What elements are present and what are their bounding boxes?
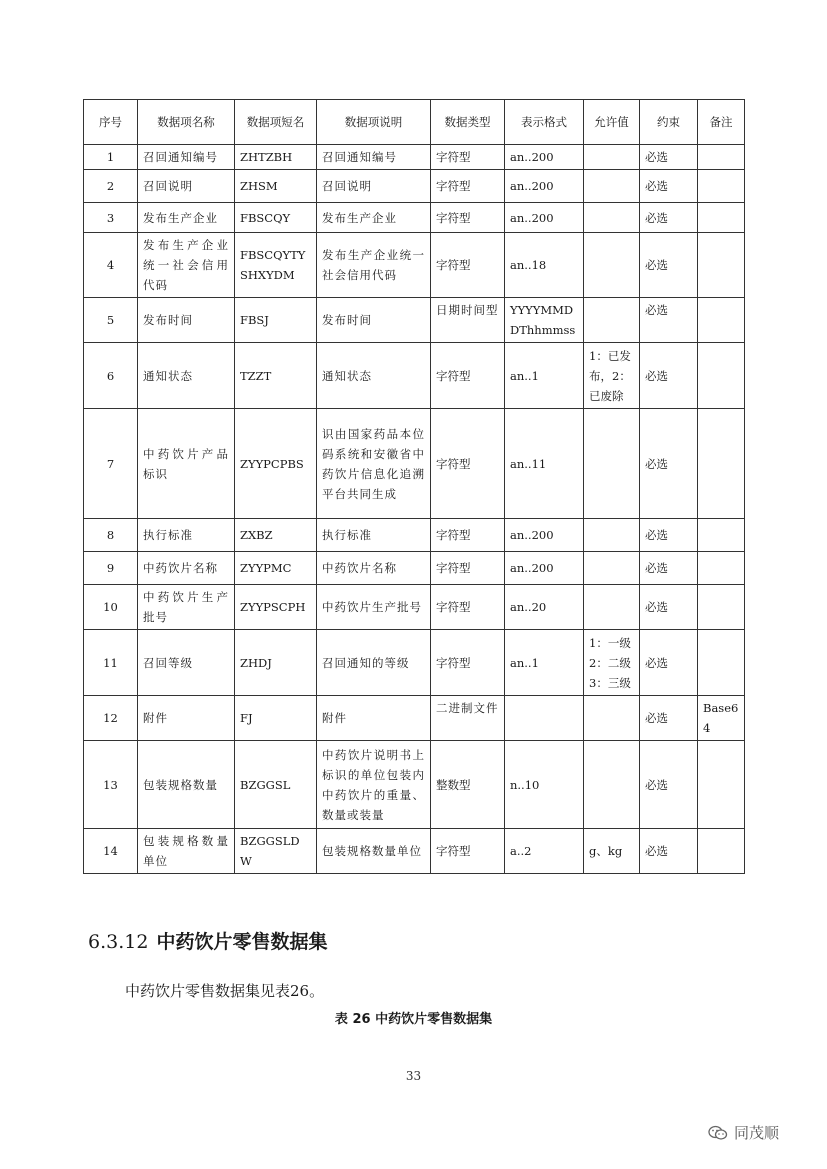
table-row bbox=[84, 552, 745, 585]
cell-data-type: 二进制文件 bbox=[431, 696, 505, 741]
body-paragraph: 中药饮片零售数据集见表26。 bbox=[125, 982, 325, 1000]
header-data-type: 数据类型 bbox=[431, 100, 505, 145]
cell-constraint: 必选 bbox=[640, 170, 698, 203]
cell-seq: 6 bbox=[84, 343, 138, 409]
cell-description: 发布生产企业 bbox=[317, 203, 431, 233]
cell-format: n..10 bbox=[505, 741, 584, 829]
cell-data-type: 字符型 bbox=[431, 343, 505, 409]
cell-constraint: 必选 bbox=[640, 203, 698, 233]
cell-remarks bbox=[698, 585, 745, 630]
cell-short-name: ZYYPMC bbox=[235, 552, 317, 585]
table-row bbox=[84, 145, 745, 170]
cell-item-name: 召回等级 bbox=[138, 630, 235, 696]
cell-short-name: BZGGSLDW bbox=[235, 829, 317, 874]
cell-format: an..11 bbox=[505, 409, 584, 519]
cell-short-name: FBSCQY bbox=[235, 203, 317, 233]
table-caption: 表 26 中药饮片零售数据集 bbox=[334, 1012, 493, 1027]
cell-format: an..200 bbox=[505, 552, 584, 585]
cell-format: an..200 bbox=[505, 170, 584, 203]
cell-seq: 1 bbox=[84, 145, 138, 170]
table-row bbox=[84, 630, 745, 696]
cell-data-type: 字符型 bbox=[431, 585, 505, 630]
cell-seq: 4 bbox=[84, 233, 138, 298]
cell-allowed-values bbox=[584, 519, 640, 552]
cell-allowed-values bbox=[584, 741, 640, 829]
cell-data-type: 字符型 bbox=[431, 145, 505, 170]
cell-data-type: 字符型 bbox=[431, 519, 505, 552]
cell-item-name: 中药饮片名称 bbox=[138, 552, 235, 585]
cell-constraint: 必选 bbox=[640, 519, 698, 552]
cell-description: 包装规格数量单位 bbox=[317, 829, 431, 874]
cell-short-name: ZYYPCPBS bbox=[235, 409, 317, 519]
cell-description: 召回说明 bbox=[317, 170, 431, 203]
table-row bbox=[84, 203, 745, 233]
cell-short-name: TZZT bbox=[235, 343, 317, 409]
cell-description: 发布生产企业统一社会信用代码 bbox=[317, 233, 431, 298]
cell-constraint: 必选 bbox=[640, 298, 698, 343]
table-row bbox=[84, 343, 745, 409]
cell-description: 召回通知编号 bbox=[317, 145, 431, 170]
header-remarks: 备注 bbox=[698, 100, 745, 145]
cell-allowed-values bbox=[584, 696, 640, 741]
cell-seq: 14 bbox=[84, 829, 138, 874]
cell-seq: 12 bbox=[84, 696, 138, 741]
cell-item-name: 中药饮片产品标识 bbox=[138, 409, 235, 519]
cell-seq: 8 bbox=[84, 519, 138, 552]
cell-description: 发布时间 bbox=[317, 298, 431, 343]
section-number: 6.3.12 bbox=[88, 931, 149, 953]
cell-format: YYYYMMDDThhmmss bbox=[505, 298, 584, 343]
cell-remarks bbox=[698, 519, 745, 552]
cell-format: an..18 bbox=[505, 233, 584, 298]
cell-remarks bbox=[698, 145, 745, 170]
cell-description: 执行标准 bbox=[317, 519, 431, 552]
cell-item-name: 包装规格数量单位 bbox=[138, 829, 235, 874]
cell-constraint: 必选 bbox=[640, 343, 698, 409]
cell-allowed-values: 1：一级 2：二级 3：三级 bbox=[584, 630, 640, 696]
table-row bbox=[84, 741, 745, 829]
cell-description: 通知状态 bbox=[317, 343, 431, 409]
cell-data-type: 字符型 bbox=[431, 829, 505, 874]
data-items-table bbox=[83, 99, 745, 874]
cell-format: an..200 bbox=[505, 145, 584, 170]
cell-item-name: 召回通知编号 bbox=[138, 145, 235, 170]
cell-constraint: 必选 bbox=[640, 409, 698, 519]
cell-format: an..200 bbox=[505, 203, 584, 233]
cell-item-name: 包装规格数量 bbox=[138, 741, 235, 829]
header-short-name: 数据项短名 bbox=[235, 100, 317, 145]
cell-item-name: 发布生产企业统一社会信用代码 bbox=[138, 233, 235, 298]
cell-format: an..20 bbox=[505, 585, 584, 630]
cell-allowed-values bbox=[584, 409, 640, 519]
wechat-icon bbox=[708, 1125, 728, 1141]
cell-remarks: Base64 bbox=[698, 696, 745, 741]
cell-constraint: 必选 bbox=[640, 552, 698, 585]
cell-remarks bbox=[698, 298, 745, 343]
cell-remarks bbox=[698, 233, 745, 298]
watermark-text: 同茂顺 bbox=[734, 1124, 780, 1142]
cell-seq: 5 bbox=[84, 298, 138, 343]
cell-short-name: BZGGSL bbox=[235, 741, 317, 829]
cell-data-type: 日期时间型 bbox=[431, 298, 505, 343]
cell-allowed-values bbox=[584, 585, 640, 630]
cell-remarks bbox=[698, 741, 745, 829]
table-row bbox=[84, 409, 745, 519]
section-heading bbox=[88, 927, 328, 954]
cell-constraint: 必选 bbox=[640, 585, 698, 630]
table-header-row bbox=[84, 100, 745, 145]
cell-allowed-values bbox=[584, 298, 640, 343]
cell-allowed-values: g、kg bbox=[584, 829, 640, 874]
cell-description: 识由国家药品本位码系统和安徽省中药饮片信息化追溯平台共同生成 bbox=[317, 409, 431, 519]
table-row bbox=[84, 170, 745, 203]
cell-description: 附件 bbox=[317, 696, 431, 741]
cell-allowed-values bbox=[584, 170, 640, 203]
cell-remarks bbox=[698, 630, 745, 696]
cell-item-name: 执行标准 bbox=[138, 519, 235, 552]
cell-format: a..2 bbox=[505, 829, 584, 874]
cell-allowed-values bbox=[584, 233, 640, 298]
cell-allowed-values bbox=[584, 552, 640, 585]
cell-seq: 2 bbox=[84, 170, 138, 203]
cell-data-type: 字符型 bbox=[431, 552, 505, 585]
header-constraint: 约束 bbox=[640, 100, 698, 145]
cell-constraint: 必选 bbox=[640, 145, 698, 170]
section-title: 中药饮片零售数据集 bbox=[156, 931, 328, 953]
cell-seq: 9 bbox=[84, 552, 138, 585]
cell-item-name: 召回说明 bbox=[138, 170, 235, 203]
header-allowed-values: 允许值 bbox=[584, 100, 640, 145]
cell-item-name: 中药饮片生产批号 bbox=[138, 585, 235, 630]
cell-allowed-values bbox=[584, 145, 640, 170]
cell-seq: 11 bbox=[84, 630, 138, 696]
table-row bbox=[84, 696, 745, 741]
cell-seq: 3 bbox=[84, 203, 138, 233]
cell-item-name: 发布时间 bbox=[138, 298, 235, 343]
cell-short-name: ZXBZ bbox=[235, 519, 317, 552]
cell-allowed-values bbox=[584, 203, 640, 233]
cell-constraint: 必选 bbox=[640, 696, 698, 741]
table-row bbox=[84, 829, 745, 874]
cell-short-name: ZHDJ bbox=[235, 630, 317, 696]
cell-remarks bbox=[698, 203, 745, 233]
cell-short-name: ZYYPSCPH bbox=[235, 585, 317, 630]
cell-seq: 7 bbox=[84, 409, 138, 519]
cell-description: 中药饮片生产批号 bbox=[317, 585, 431, 630]
cell-item-name: 附件 bbox=[138, 696, 235, 741]
table-row bbox=[84, 233, 745, 298]
cell-data-type: 字符型 bbox=[431, 630, 505, 696]
cell-constraint: 必选 bbox=[640, 233, 698, 298]
table-row bbox=[84, 298, 745, 343]
page-number: 33 bbox=[405, 1069, 422, 1083]
cell-seq: 13 bbox=[84, 741, 138, 829]
header-item-name: 数据项名称 bbox=[138, 100, 235, 145]
cell-remarks bbox=[698, 552, 745, 585]
cell-seq: 10 bbox=[84, 585, 138, 630]
header-format: 表示格式 bbox=[505, 100, 584, 145]
cell-remarks bbox=[698, 829, 745, 874]
cell-allowed-values: 1：已发布，2：已废除 bbox=[584, 343, 640, 409]
cell-format: an..1 bbox=[505, 343, 584, 409]
table-row bbox=[84, 585, 745, 630]
cell-data-type: 字符型 bbox=[431, 203, 505, 233]
cell-short-name: FJ bbox=[235, 696, 317, 741]
cell-description: 中药饮片名称 bbox=[317, 552, 431, 585]
cell-remarks bbox=[698, 343, 745, 409]
table-row bbox=[84, 519, 745, 552]
cell-remarks bbox=[698, 409, 745, 519]
cell-constraint: 必选 bbox=[640, 630, 698, 696]
cell-description: 召回通知的等级 bbox=[317, 630, 431, 696]
cell-data-type: 字符型 bbox=[431, 170, 505, 203]
cell-item-name: 通知状态 bbox=[138, 343, 235, 409]
cell-remarks bbox=[698, 170, 745, 203]
cell-data-type: 字符型 bbox=[431, 233, 505, 298]
cell-format bbox=[505, 696, 584, 741]
cell-short-name: FBSCQYTYSHXYDM bbox=[235, 233, 317, 298]
cell-description: 中药饮片说明书上标识的单位包装内中药饮片的重量、数量或装量 bbox=[317, 741, 431, 829]
cell-format: an..200 bbox=[505, 519, 584, 552]
cell-constraint: 必选 bbox=[640, 741, 698, 829]
cell-short-name: FBSJ bbox=[235, 298, 317, 343]
cell-item-name: 发布生产企业 bbox=[138, 203, 235, 233]
cell-short-name: ZHTZBH bbox=[235, 145, 317, 170]
header-description: 数据项说明 bbox=[317, 100, 431, 145]
watermark bbox=[708, 1122, 779, 1143]
cell-data-type: 整数型 bbox=[431, 741, 505, 829]
cell-short-name: ZHSM bbox=[235, 170, 317, 203]
header-seq: 序号 bbox=[84, 100, 138, 145]
cell-data-type: 字符型 bbox=[431, 409, 505, 519]
cell-format: an..1 bbox=[505, 630, 584, 696]
cell-constraint: 必选 bbox=[640, 829, 698, 874]
